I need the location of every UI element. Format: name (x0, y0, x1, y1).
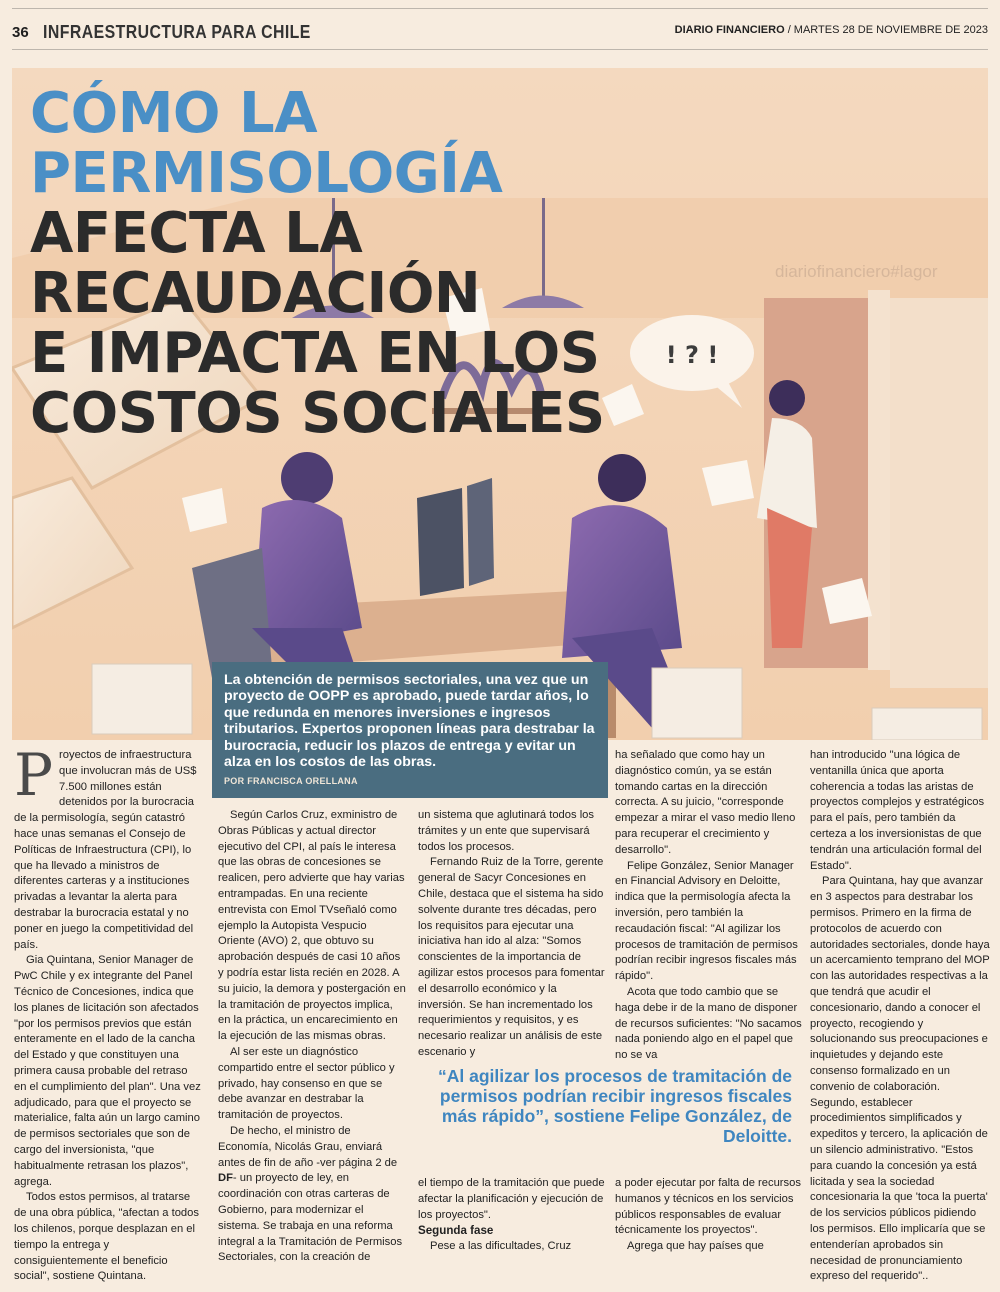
paragraph: Pese a las dificultades, Cruz (430, 1240, 572, 1253)
pull-quote: “Al agilizar los procesos de tramitación de permisos podrían recibir ingresos fiscales más rápido”, sostiene Felipe González, de Deloitte. (438, 1066, 792, 1146)
headline-line-4: COSTOS SOCIALES (30, 381, 605, 446)
page-header (12, 16, 988, 48)
paragraph: Todos estos permisos, al tratarse de una obra pública, "afectan a todos los chilenos, porque desplazan en el tiempo la entrega y consiguientemente el beneficio social", sostiene Quintana. (14, 1191, 199, 1283)
header-rule (12, 49, 988, 50)
article-column-5 (810, 748, 990, 1285)
df-reference: DF (218, 1172, 233, 1185)
section-title: INFRAESTRUCTURA PARA CHILE (42, 21, 311, 42)
paragraph: Fernando Ruiz de la Torre, gerente general de Sacyr Concesiones en Chile, destaca que el sistema ha sido solvente durante tres décadas, pero los requisitos para ejecutar una iniciativa han ido al alza: "Somos conscientes de la importancia de agilizar estos procesos para fomentar el desarrollo económico y la inversión. Se han incrementado los requerimientos y requisitos, y es necesario realizar un análisis de este escenario y (418, 856, 605, 1058)
top-rule (12, 8, 988, 9)
article-column-1 (14, 741, 202, 1285)
paragraph: a poder ejecutar por falta de recursos humanos y técnicos en los servicios públicos responsables de evaluar técnicamente los proyectos". (615, 1177, 801, 1237)
headline-line-3: E IMPACTA EN LOS (30, 321, 600, 386)
headline-line-1: CÓMO LA PERMISOLOGÍA (30, 81, 503, 206)
publication-name: DIARIO FINANCIERO (674, 24, 785, 36)
article-column-3-bottom (418, 1176, 606, 1255)
speech-bubble-text: ! ? ! (665, 341, 719, 369)
publication-info (675, 24, 988, 36)
paragraph: el tiempo de la tramitación que puede afectar la planificación y ejecución de los proyectos". (418, 1177, 605, 1221)
article-column-4-bottom (615, 1176, 803, 1255)
watermark: diariofinanciero#lagor (775, 262, 938, 281)
headline (30, 81, 790, 446)
paragraph: Gia Quintana, Senior Manager de PwC Chile y ex integrante del Panel Técnico de Concesiones, indica que los planes de licitación son afectados "por los permisos previos que están enteramente en el lado de la cancha del Estado y que constituyen una primera causa probable del retraso en el cumplimiento del plan". Una vez adjudicado, para que el proyecto se materialice, falta aún un largo camino de permisos sectoriales que son de cargo del inversionista, "que habitualmente retrasan los plazos", agrega. (14, 954, 201, 1188)
paragraph-part: De hecho, el ministro de Economía, Nicolás Grau, enviará antes de fin de año -ver página 2 de (218, 1124, 398, 1169)
paragraph: Al ser este un diagnóstico compartido entre el sector público y privado, hay consenso en que se debe avanzar en destrabar la tramitación de proyectos. (218, 1045, 395, 1122)
headline-line-2: AFECTA LA RECAUDACIÓN (30, 201, 481, 326)
paragraph: han introducido "una lógica de ventanilla única que aporta coherencia a todas las aristas de proyectos complejos y estratégicos para el país, pero también da certeza a los inversionistas de que tendrán una articulación formal del Estado". (810, 749, 985, 872)
paragraph: royectos de infraestructura que involucran más de US$ 7.500 millones están detenidos por la burocracia de la permisología, según catastró hace unas semanas el Consejo de Políticas de Infraestructura (CPI), lo que ha llevado a ministros de diferentes carteras y a instituciones privadas a levantar la alerta para destrabar la burocracia estatal y no poner en juego la competitividad del país. (14, 749, 197, 951)
paragraph: Acota que todo cambio que se haga debe ir de la mano de disponer de recursos suficientes: "No sacamos nada poniendo algo en el papel que no se va (615, 985, 802, 1062)
paragraph: un sistema que aglutinará todos los trámites y un ente que supervisará todos los procesos. (418, 809, 595, 853)
paragraph: Felipe González, Senior Manager en Financial Advisory en Deloitte, indica que la permisología afecta la inversión, pero también la recaudación fiscal: "Al agilizar los procesos de tramitación de permisos podrían recibir ingresos fiscales más rápido". (615, 859, 798, 983)
paragraph: ha señalado que como hay un diagnóstico común, ya se están tomando cartas en la dirección correcta. A su juicio, "corresponde empezar a mirar el vaso medio lleno para recuperar el crecimiento y desarrollo". (615, 749, 796, 856)
lead-box (212, 662, 608, 798)
page-number: 36 (12, 23, 29, 41)
paragraph: Para Quintana, hay que avanzar en 3 aspectos para destrabar los permisos. Primero en la firma de protocolos de acuerdo con autoridades sectoriales, donde haya un acercamiento temprano del MOP con las autoridades respectivas a la que tendrá que acudir el concesionario, dando a conocer el proyecto, recogiendo y solucionando sus preocupaciones e inquietudes y dejando este consenso formalizado en un convenio de colaboración. Segundo, establecer procedimientos simplificados y expeditos y tercero, la aplicación de un silencio administrativo. "Estos para cuando la concesión ya está licitada y sea la sociedad concesionaria la que 'toca la puerta' de los servicios públicos pidiendo los permisos. Ello implicaría que se entenderían aprobados sin necesidad de pronunciamiento expreso del requerido".. (810, 875, 990, 1283)
subheading: Segunda fase (418, 1224, 494, 1238)
article-column-3 (418, 808, 606, 1061)
article-column-4 (615, 748, 803, 1064)
paragraph: Según Carlos Cruz, exministro de Obras Públicas y actual director ejecutivo del CPI, al país le interesa que las obras de concesiones se realicen, pero advierte que hay varias entrampadas. En una reciente entrevista con Emol TVseñaló como ejemplo la Autopista Vespucio Oriente (AVO) 2, que obtuvo su aprobación después de casi 10 años y podría estar lista recién en 2028. A su juicio, la demora y postergación en la tramitación de proyectos implica, en la práctica, un encarecimiento en la ejecución de las mismas obras. (218, 809, 406, 1043)
lead-text: La obtención de permisos sectoriales, una vez que un proyecto de OOPP es aprobado, puede tardar años, lo que redunda en menores inversiones e ingresos tributarios. Expertos proponen líneas para destrabar la burocracia, reducir los plazos de entrega y evitar un alza en los costos de las obras. (224, 672, 595, 771)
article-column-2 (218, 808, 406, 1266)
byline: POR FRANCISCA ORELLANA (224, 776, 358, 787)
paragraph-part: - un proyecto de ley, en coordinación con otras carteras de Gobierno, para modernizar el sistema. Se trabaja en una reforma integral a la Tramitación de Permisos Sectoriales, con la creación de (218, 1172, 403, 1264)
publication-date: / MARTES 28 DE NOVIEMBRE DE 2023 (787, 24, 988, 36)
drop-cap: P (14, 741, 54, 809)
paragraph: Agrega que hay países que (627, 1240, 764, 1253)
paragraph (218, 1124, 406, 1266)
